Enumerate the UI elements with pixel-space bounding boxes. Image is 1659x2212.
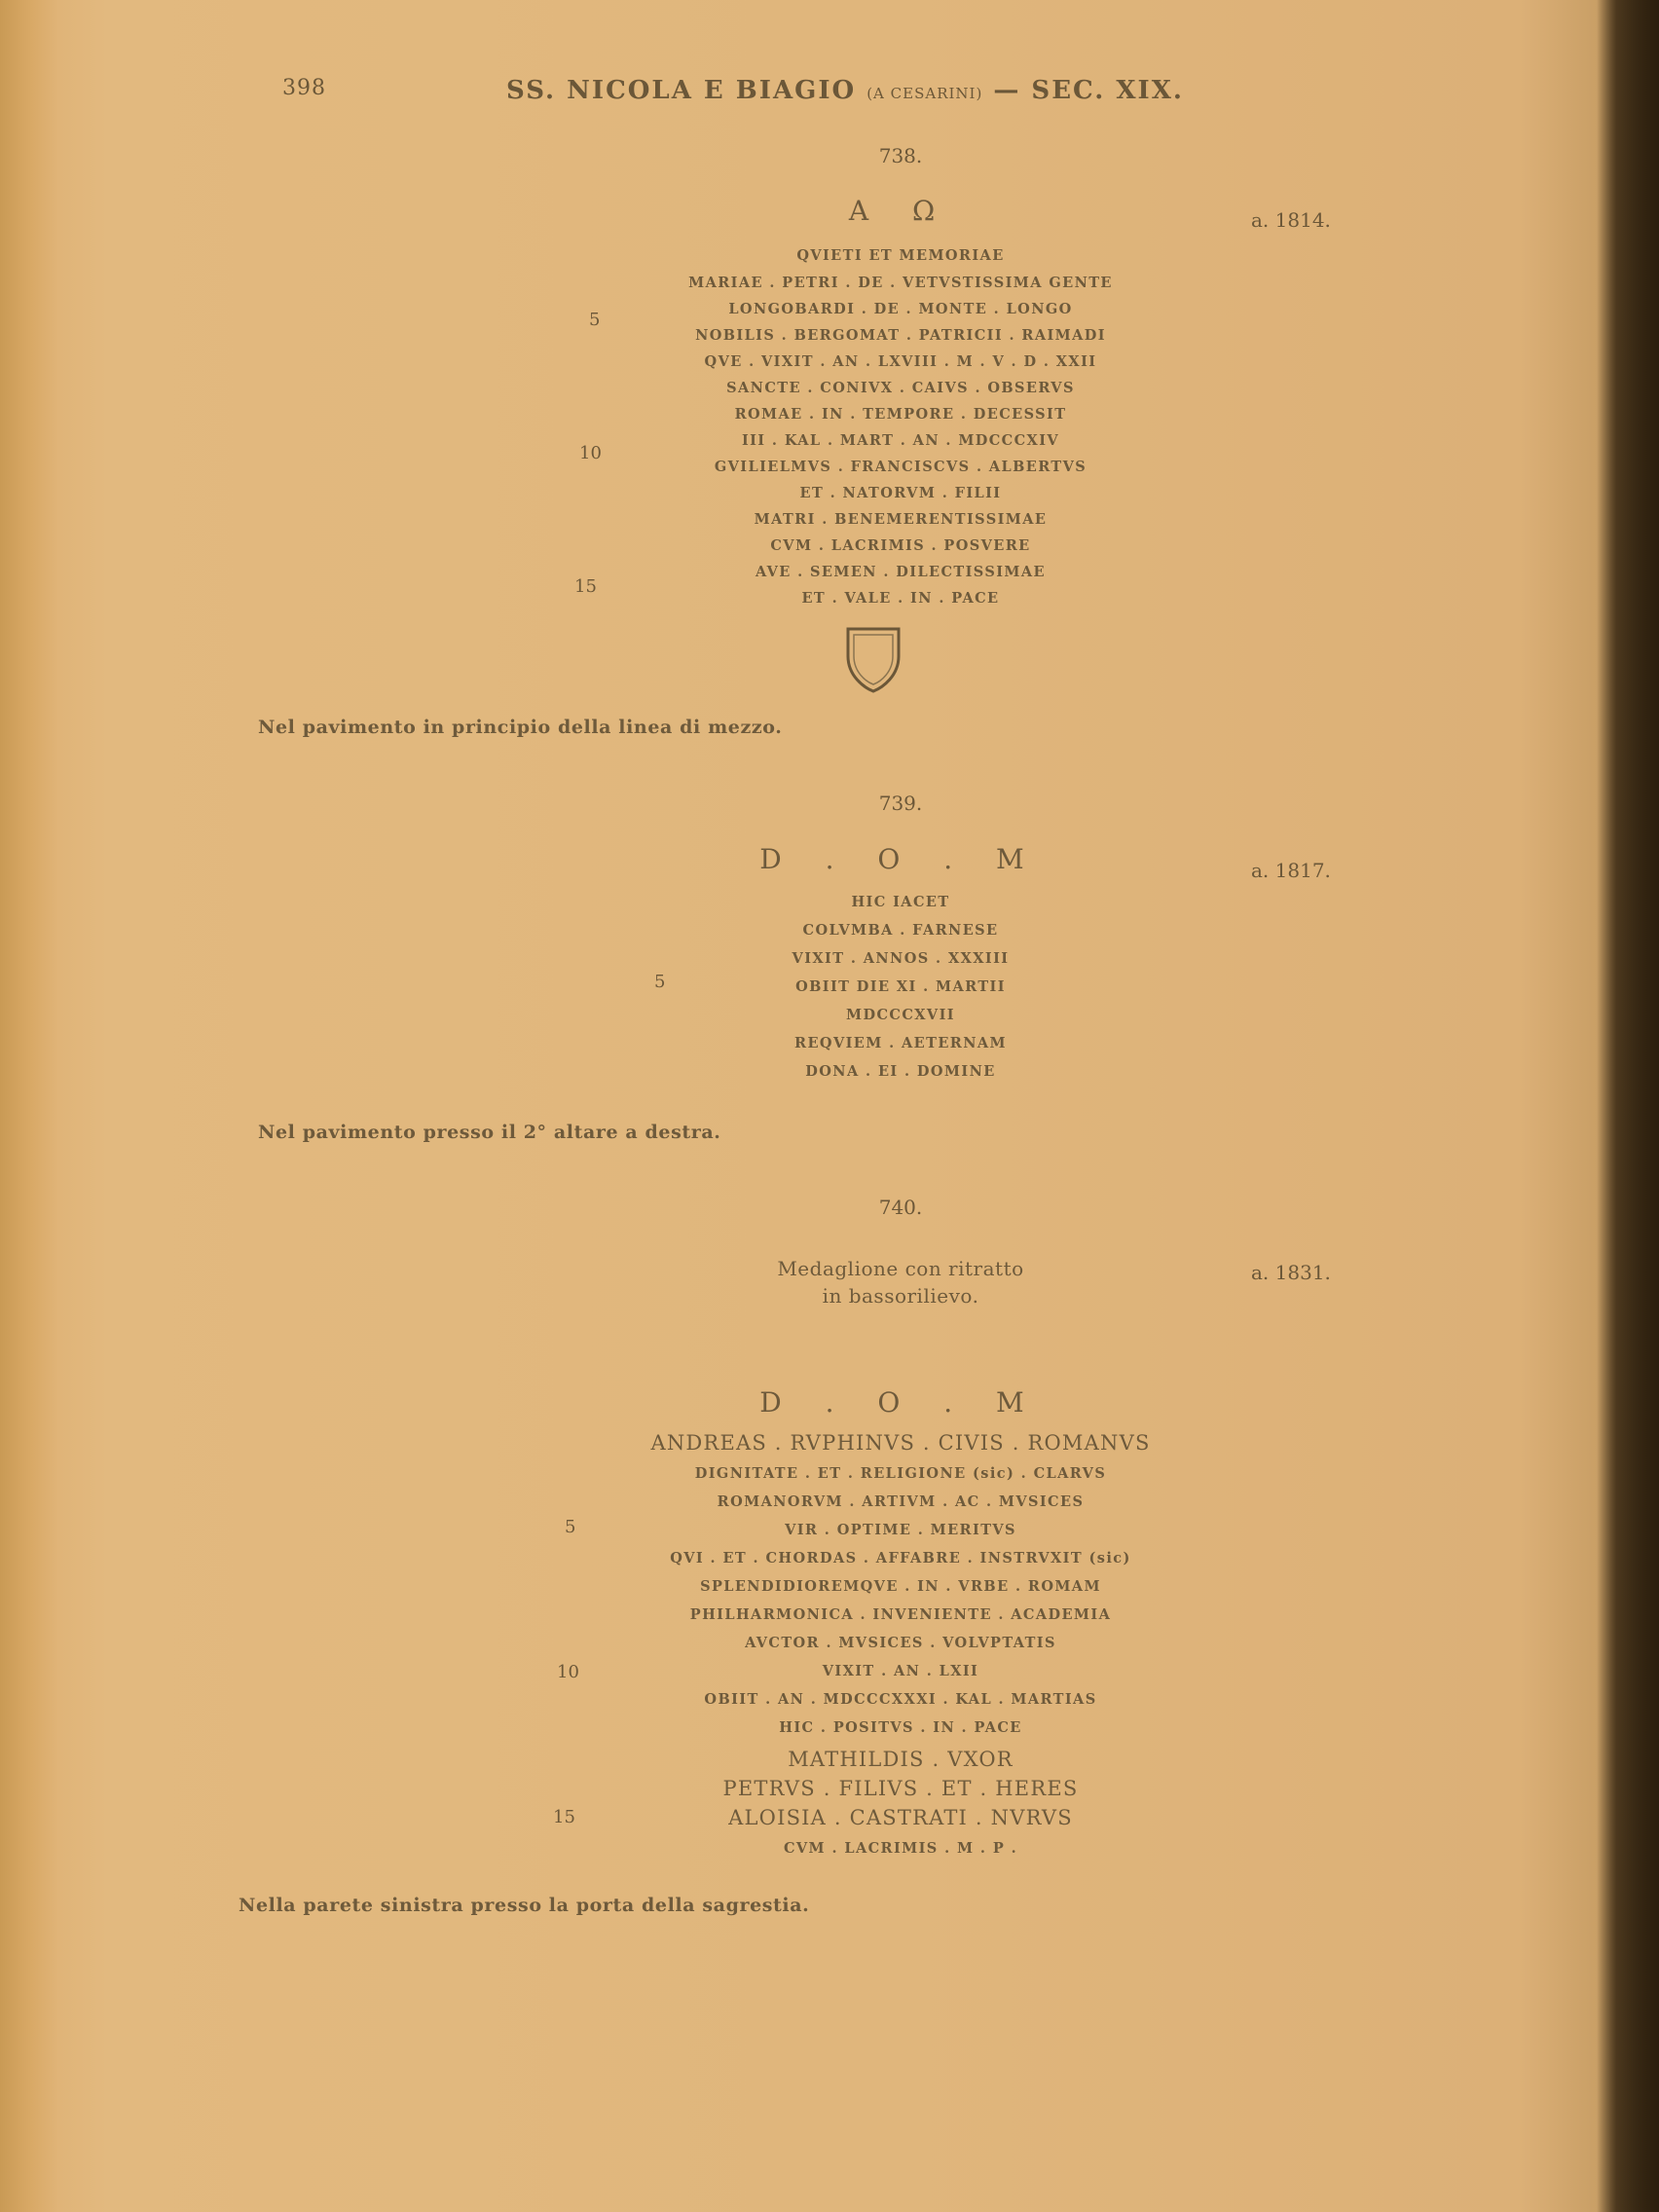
line-number: 10: [579, 443, 602, 463]
inscription-line: PHILHARMONICA . INVENIENTE . ACADEMIA: [689, 1606, 1112, 1623]
line-number: 15: [553, 1807, 575, 1827]
inscription-line: LONGOBARDI . DE . MONTE . LONGO: [728, 301, 1073, 317]
inscription-line: VIR . OPTIME . MERITVS: [785, 1522, 1016, 1538]
inscription-line: VIXIT . AN . LXII: [822, 1663, 979, 1679]
inscription-number: 738.: [878, 144, 923, 167]
inscription-line: ROMANORVM . ARTIVM . AC . MVSICES: [717, 1493, 1085, 1510]
inscription-line: COLVMBA . FARNESE: [802, 922, 999, 939]
line-number: 5: [565, 1517, 576, 1537]
inscription-line: OBIIT . AN . MDCCCXXXI . KAL . MARTIAS: [704, 1691, 1097, 1708]
inscription-line: D . O . M: [759, 843, 1042, 875]
page-number: 398: [282, 76, 326, 100]
page-header: [0, 76, 1659, 115]
inscription-line: ROMAE . IN . TEMPORE . DECESSIT: [734, 406, 1067, 423]
line-number: 5: [654, 972, 666, 992]
inscription-date: a. 1831.: [1251, 1261, 1331, 1284]
inscription-date: a. 1817.: [1251, 859, 1331, 882]
inscription-line: MATHILDIS . VXOR: [788, 1748, 1014, 1771]
location-note: Nella parete sinistra presso la porta della sagrestia.: [239, 1895, 810, 1916]
inscription-line: SPLENDIDIOREMQVE . IN . VRBE . ROMAM: [700, 1578, 1101, 1595]
coat-of-arms-shield: [844, 623, 903, 695]
inscription-line: ET . VALE . IN . PACE: [801, 590, 1000, 607]
running-title: [506, 76, 1184, 105]
inscription-caption: in bassorilievo.: [822, 1284, 979, 1308]
inscription-line: PETRVS . FILIVS . ET . HERES: [722, 1777, 1079, 1800]
inscription-line: CVM . LACRIMIS . M . P .: [783, 1840, 1018, 1857]
inscription-line: QVIETI ET MEMORIAE: [796, 247, 1005, 264]
inscription-line: HIC IACET: [851, 894, 950, 910]
inscription-line: DIGNITATE . ET . RELIGIONE (sic) . CLARVS: [694, 1465, 1107, 1482]
line-number: 5: [589, 310, 601, 330]
inscription-line: QVI . ET . CHORDAS . AFFABRE . INSTRVXIT (sic): [670, 1550, 1131, 1567]
inscription-line: MARIAE . PETRI . DE . VETVSTISSIMA GENTE: [688, 275, 1113, 291]
inscription-line: DONA . EI . DOMINE: [805, 1063, 996, 1080]
running-title-main: SS. NICOLA E BIAGIO: [506, 76, 857, 105]
inscription-line: D . O . M: [759, 1386, 1042, 1419]
inscription-line: MDCCCXVII: [846, 1007, 955, 1023]
inscription-line: GVILIELMVS . FRANCISCVS . ALBERTVS: [714, 459, 1088, 475]
inscription-line: III . KAL . MART . AN . MDCCCXIV: [741, 432, 1060, 449]
line-number: 10: [557, 1662, 579, 1682]
inscription-line: AVE . SEMEN . DILECTISSIMAE: [756, 564, 1046, 580]
inscription-number: 739.: [878, 792, 923, 815]
running-title-sub: (A CESARINI): [866, 85, 983, 102]
inscription-line: OBIIT DIE XI . MARTII: [795, 978, 1006, 995]
running-title-section: — SEC. XIX.: [993, 76, 1184, 105]
inscription-line: ANDREAS . RVPHINVS . CIVIS . ROMANVS: [650, 1431, 1151, 1455]
inscription-line: CVM . LACRIMIS . POSVERE: [770, 537, 1031, 554]
inscription-line: NOBILIS . BERGOMAT . PATRICII . RAIMADI: [695, 327, 1106, 344]
inscription-caption: Medaglione con ritratto: [777, 1257, 1024, 1280]
inscription-line: QVE . VIXIT . AN . LXVIII . M . V . D . XXII: [704, 353, 1097, 370]
location-note: Nel pavimento in principio della linea di mezzo.: [258, 717, 783, 738]
location-note: Nel pavimento presso il 2° altare a destra.: [258, 1122, 721, 1143]
inscription-line: MATRI . BENEMERENTISSIMAE: [754, 511, 1048, 528]
inscription-line: ET . NATORVM . FILII: [799, 485, 1002, 501]
inscription-date: a. 1814.: [1251, 208, 1331, 232]
line-number: 15: [574, 576, 597, 597]
inscription-line: ALOISIA . CASTRATI . NVRVS: [728, 1806, 1073, 1829]
inscription-line: AVCTOR . MVSICES . VOLVPTATIS: [745, 1635, 1056, 1651]
inscription-line: A Ω: [848, 195, 953, 227]
inscription-line: SANCTE . CONIVX . CAIVS . OBSERVS: [726, 380, 1075, 396]
inscription-line: HIC . POSITVS . IN . PACE: [779, 1719, 1022, 1736]
inscription-line: VIXIT . ANNOS . XXXIII: [792, 950, 1010, 967]
inscription-line: REQVIEM . AETERNAM: [794, 1035, 1007, 1051]
inscription-number: 740.: [878, 1196, 923, 1219]
